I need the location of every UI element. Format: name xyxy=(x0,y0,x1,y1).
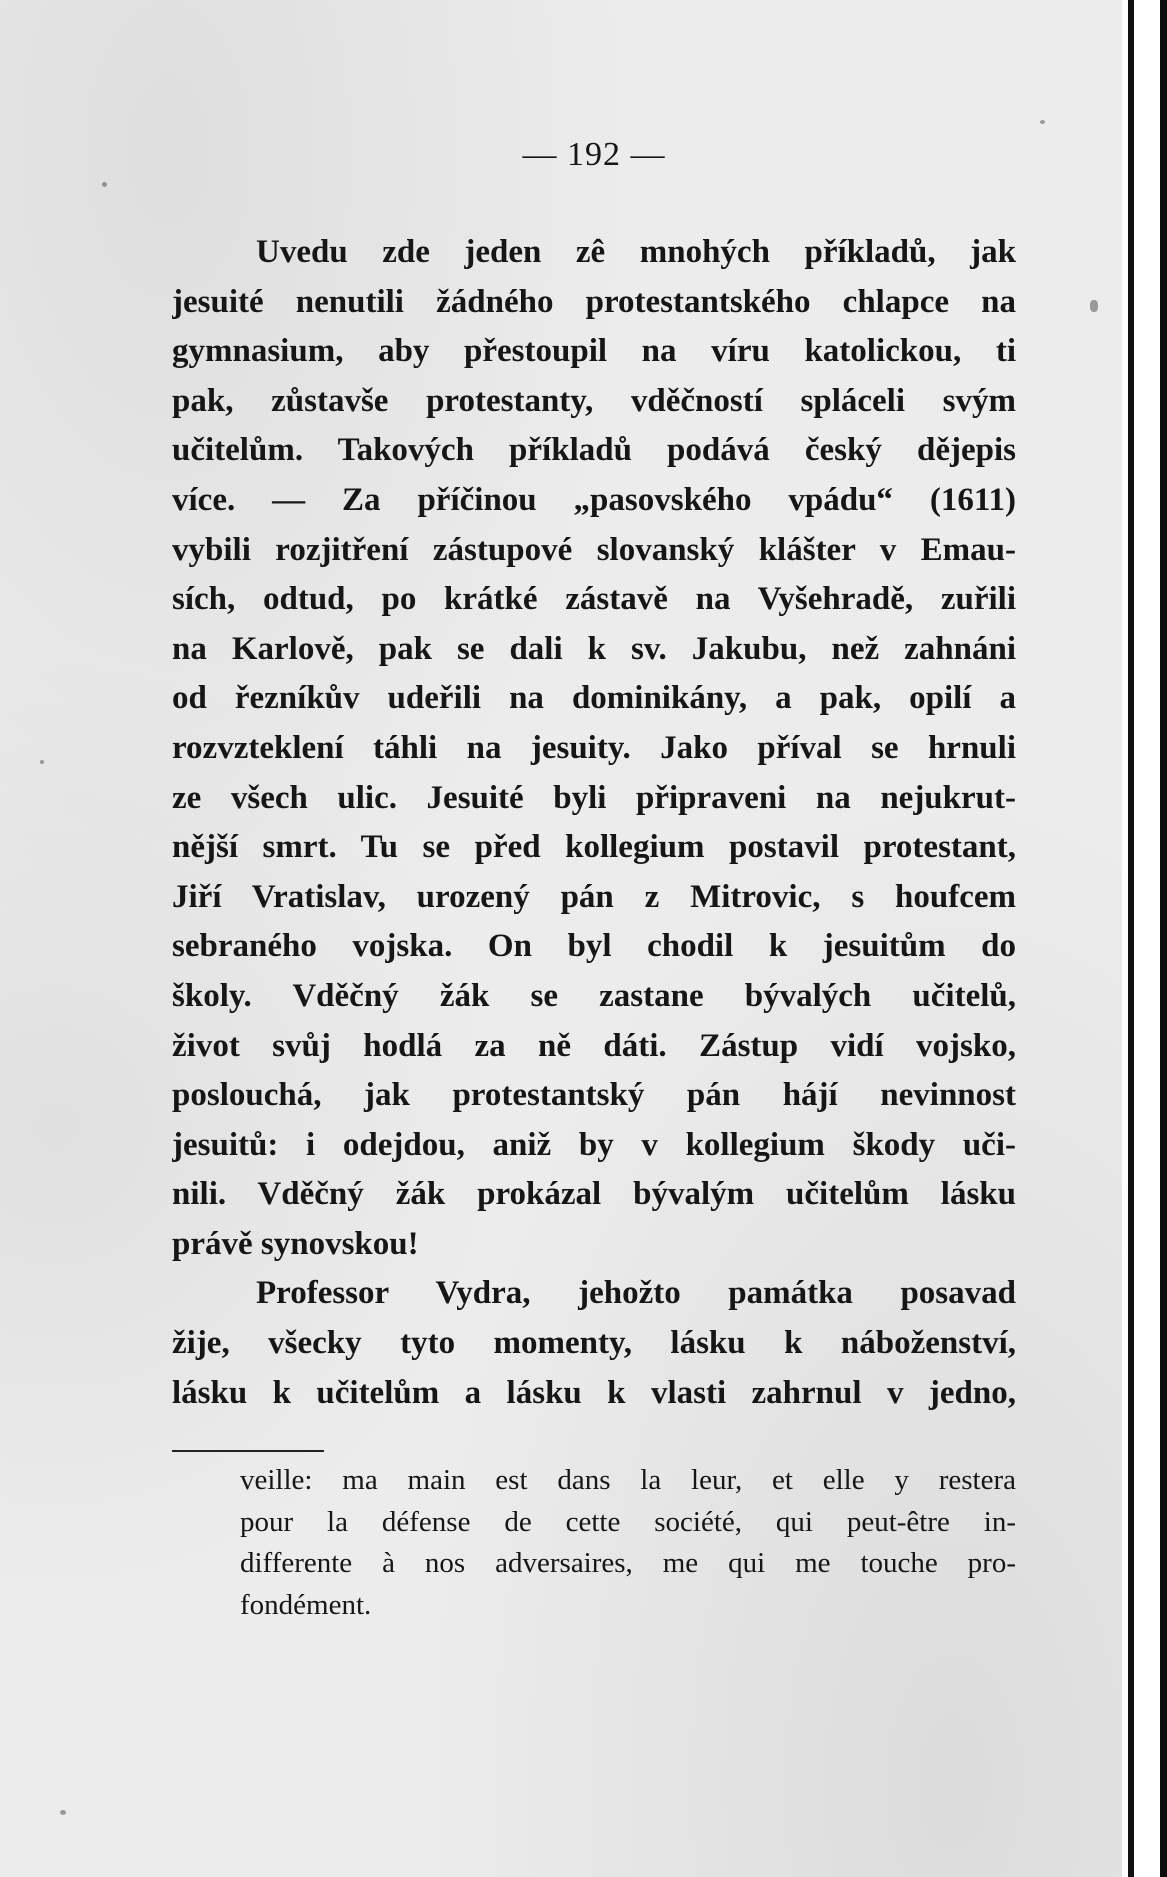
text-line: pak, zůstavše protestanty, vděčností spláceli svým xyxy=(172,382,1016,419)
text-line: gymnasium, aby přestoupil na víru katolickou, ti xyxy=(172,333,1016,370)
text-line: nili. Vděčný žák prokázal bývalým učitelům lásku xyxy=(172,1176,1016,1213)
footnote-divider xyxy=(172,1450,324,1452)
text-line: vybili rozjitření zástupové slovanský klášter v Emau- xyxy=(172,531,1016,568)
paper-speck xyxy=(1090,300,1098,312)
text-line: nější smrt. Tu se před kollegium postavil protestant, xyxy=(172,829,1016,866)
text-line: Jiří Vratislav, urozený pán z Mitrovic, s houfcem xyxy=(172,878,1016,915)
paper-speck xyxy=(1040,120,1045,124)
footnote-line: veille: ma main est dans la leur, et elle y restera xyxy=(240,1464,1016,1496)
footnote-line: fondément. xyxy=(240,1588,372,1621)
text-line: na Karlově, pak se dali k sv. Jakubu, než zahnáni xyxy=(172,630,1016,667)
book-edge-shadow xyxy=(1160,0,1167,1877)
text-line: od řezníkův udeřili na dominikány, a pak, opilí a xyxy=(172,680,1016,717)
text-line: právě synovskou! xyxy=(172,1225,419,1262)
footnote xyxy=(240,1460,1016,1626)
text-line: školy. Vděčný žák se zastane bývalých učitelů, xyxy=(172,977,1016,1014)
text-line: žije, všecky tyto momenty, lásku k náboženství, xyxy=(172,1325,1016,1362)
text-line: jesuité nenutili žádného protestantského chlapce na xyxy=(172,283,1016,320)
text-line: učitelům. Takových příkladů podává český dějepis xyxy=(172,432,1016,469)
paper-speck xyxy=(102,182,107,187)
footnote-line: pour la défense de cette société, qui peut-être in- xyxy=(240,1505,1016,1538)
paragraph-2 xyxy=(172,1269,1016,1418)
text-line: Professor Vydra, jehožto památka posavad xyxy=(256,1275,1016,1312)
book-edge-shadow xyxy=(1128,0,1134,1877)
footnote-line: differente à nos adversaires, me qui me touche pro- xyxy=(240,1547,1016,1579)
text-line: život svůj hodlá za ně dáti. Zástup vidí vojsko, xyxy=(172,1027,1016,1064)
text-line: rozvzteklení táhli na jesuity. Jako příval se hrnuli xyxy=(172,729,1016,766)
paragraph-1 xyxy=(172,228,1016,1269)
text-line: sích, odtud, po krátké zástavě na Vyšehradě, zuřili xyxy=(172,581,1016,618)
body-text xyxy=(172,228,1016,1418)
text-line: více. — Za příčinou „pasovského vpádu“ (1611) xyxy=(172,481,1016,518)
text-line: poslouchá, jak protestantský pán hájí nevinnost xyxy=(172,1077,1016,1114)
text-line: Uvedu zde jeden zê mnohých příkladů, jak xyxy=(256,234,1016,270)
page-number: — 192 — xyxy=(522,136,666,173)
text-line: ze všech ulic. Jesuité byli připraveni na nejukrut- xyxy=(172,779,1016,816)
paper-speck xyxy=(60,1810,66,1815)
text-line: sebraného vojska. On byl chodil k jesuitům do xyxy=(172,928,1016,965)
paper-speck xyxy=(40,760,44,764)
text-line: lásku k učitelům a lásku k vlasti zahrnul v jedno, xyxy=(172,1374,1016,1411)
text-line: jesuitů: i odejdou, aniž by v kollegium škody uči- xyxy=(172,1126,1016,1163)
